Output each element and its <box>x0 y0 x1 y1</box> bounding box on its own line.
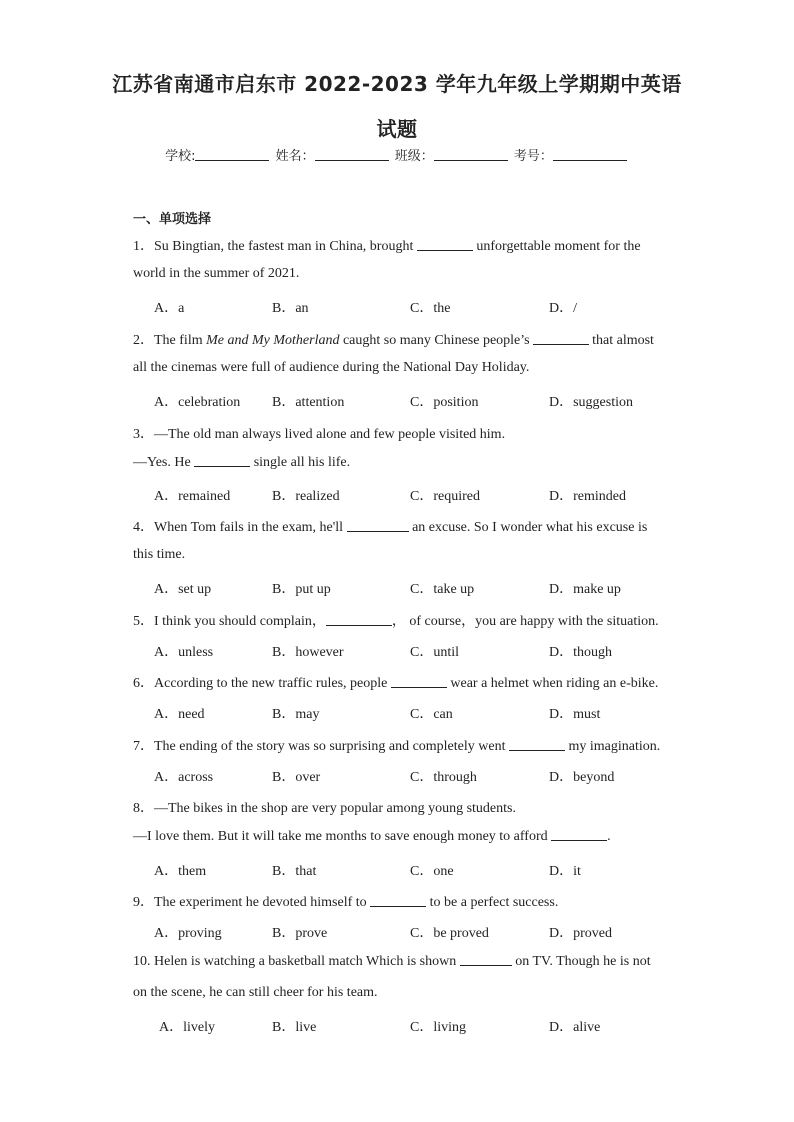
question-8-line-2: —I love them. But it will take me months to save enough money to afford . <box>133 829 611 844</box>
question-7-option-a: A．across <box>154 770 214 785</box>
question-5-option-a: A．unless <box>154 645 214 660</box>
question-3-option-d: D．reminded <box>549 489 626 504</box>
exam-title-line-2: 试题 <box>376 117 418 141</box>
question-9-option-d: D．proved <box>549 926 612 941</box>
question-3-line-1: 3．—The old man always lived alone and few people visited him. <box>133 427 506 442</box>
question-10-line-1: 10. Helen is watching a basketball match Which is shown on TV. Though he is not <box>133 954 651 969</box>
answer-blank <box>326 613 392 626</box>
student-info-row <box>0 145 794 164</box>
question-1-option-c: C．the <box>410 301 451 316</box>
question-2-line-2: all the cinemas were full of audience during the National Day Holiday. <box>133 360 530 375</box>
question-7-line-1: 7．The ending of the story was so surprising and completely went my imagination. <box>133 739 661 754</box>
answer-blank <box>370 894 426 907</box>
name-label: 姓名： <box>275 149 315 164</box>
section-title: 一、单项选择 <box>133 212 212 227</box>
question-9-option-c: C．be proved <box>410 926 489 941</box>
school-label: 学校: <box>165 149 196 164</box>
answer-blank <box>391 675 447 688</box>
question-6-option-b: B．may <box>272 707 320 722</box>
question-9-option-b: B．prove <box>272 926 328 941</box>
question-10-option-c: C．living <box>410 1020 467 1035</box>
question-3-option-c: C．required <box>410 489 480 504</box>
answer-blank <box>460 953 512 966</box>
question-3-option-a: A．remained <box>154 489 231 504</box>
question-6-option-c: C．can <box>410 707 453 722</box>
question-1-option-a: A．a <box>154 301 185 316</box>
film-title: Me and My Motherland <box>206 333 340 348</box>
question-6-option-a: A．need <box>154 707 205 722</box>
exam-number-blank <box>553 148 627 161</box>
exam-number-label: 考号： <box>513 149 553 164</box>
question-2-line-1: 2．The film Me and My Motherland caught so many Chinese people’s that almost <box>133 333 654 348</box>
exam-title-line-1: 江苏省南通市启东市 2022-2023 学年九年级上学期期中英语 <box>112 72 682 96</box>
answer-blank <box>347 519 409 532</box>
answer-blank <box>509 738 565 751</box>
question-8-option-a: A．them <box>154 864 207 879</box>
question-7-option-b: B．over <box>272 770 321 785</box>
question-8-option-d: D．it <box>549 864 581 879</box>
question-9-option-a: A．proving <box>154 926 222 941</box>
answer-blank <box>533 332 589 345</box>
question-4-option-b: B．put up <box>272 582 331 597</box>
answer-blank <box>417 238 473 251</box>
class-label: 班级： <box>394 149 434 164</box>
question-2-option-d: D．suggestion <box>549 395 633 410</box>
question-4-option-c: C．take up <box>410 582 475 597</box>
question-8-line-1: 8．—The bikes in the shop are very popular among young students. <box>133 801 516 816</box>
question-6-option-d: D．must <box>549 707 601 722</box>
name-blank <box>315 148 389 161</box>
class-blank <box>434 148 508 161</box>
question-3-option-b: B．realized <box>272 489 340 504</box>
question-9-line-1: 9．The experiment he devoted himself to to be a perfect success. <box>133 895 559 910</box>
question-8-option-c: C．one <box>410 864 454 879</box>
question-10-line-2: on the scene, he can still cheer for his team. <box>133 985 378 1000</box>
question-3-line-2: —Yes. He single all his life. <box>133 455 351 470</box>
question-8-option-b: B．that <box>272 864 317 879</box>
question-5-line-1: 5．I think you should complain， ， of course，you are happy with the situation. <box>133 614 659 629</box>
question-1-line-2: world in the summer of 2021. <box>133 266 300 281</box>
question-2-option-a: A．celebration <box>154 395 241 410</box>
question-1-line-1: 1．Su Bingtian, the fastest man in China, brought unforgettable moment for the <box>133 239 641 254</box>
question-1-option-d: D．/ <box>549 301 577 316</box>
question-4-line-2: this time. <box>133 547 186 562</box>
question-5-option-b: B．however <box>272 645 344 660</box>
question-7-option-c: C．through <box>410 770 477 785</box>
question-7-option-d: D．beyond <box>549 770 615 785</box>
question-6-line-1: 6．According to the new traffic rules, people wear a helmet when riding an e-bike. <box>133 676 659 691</box>
answer-blank <box>551 828 607 841</box>
question-5-option-c: C．until <box>410 645 460 660</box>
question-4-option-a: A．set up <box>154 582 212 597</box>
question-10-option-b: B．live <box>272 1020 317 1035</box>
school-blank <box>195 148 269 161</box>
question-10-option-d: D．alive <box>549 1020 601 1035</box>
answer-blank <box>194 454 250 467</box>
question-2-option-c: C．position <box>410 395 479 410</box>
question-5-option-d: D．though <box>549 645 612 660</box>
question-4-line-1: 4．When Tom fails in the exam, he'll an excuse. So I wonder what his excuse is <box>133 520 648 535</box>
question-1-option-b: B．an <box>272 301 309 316</box>
question-10-option-a: A．lively <box>159 1020 215 1035</box>
question-2-option-b: B．attention <box>272 395 345 410</box>
question-4-option-d: D．make up <box>549 582 621 597</box>
